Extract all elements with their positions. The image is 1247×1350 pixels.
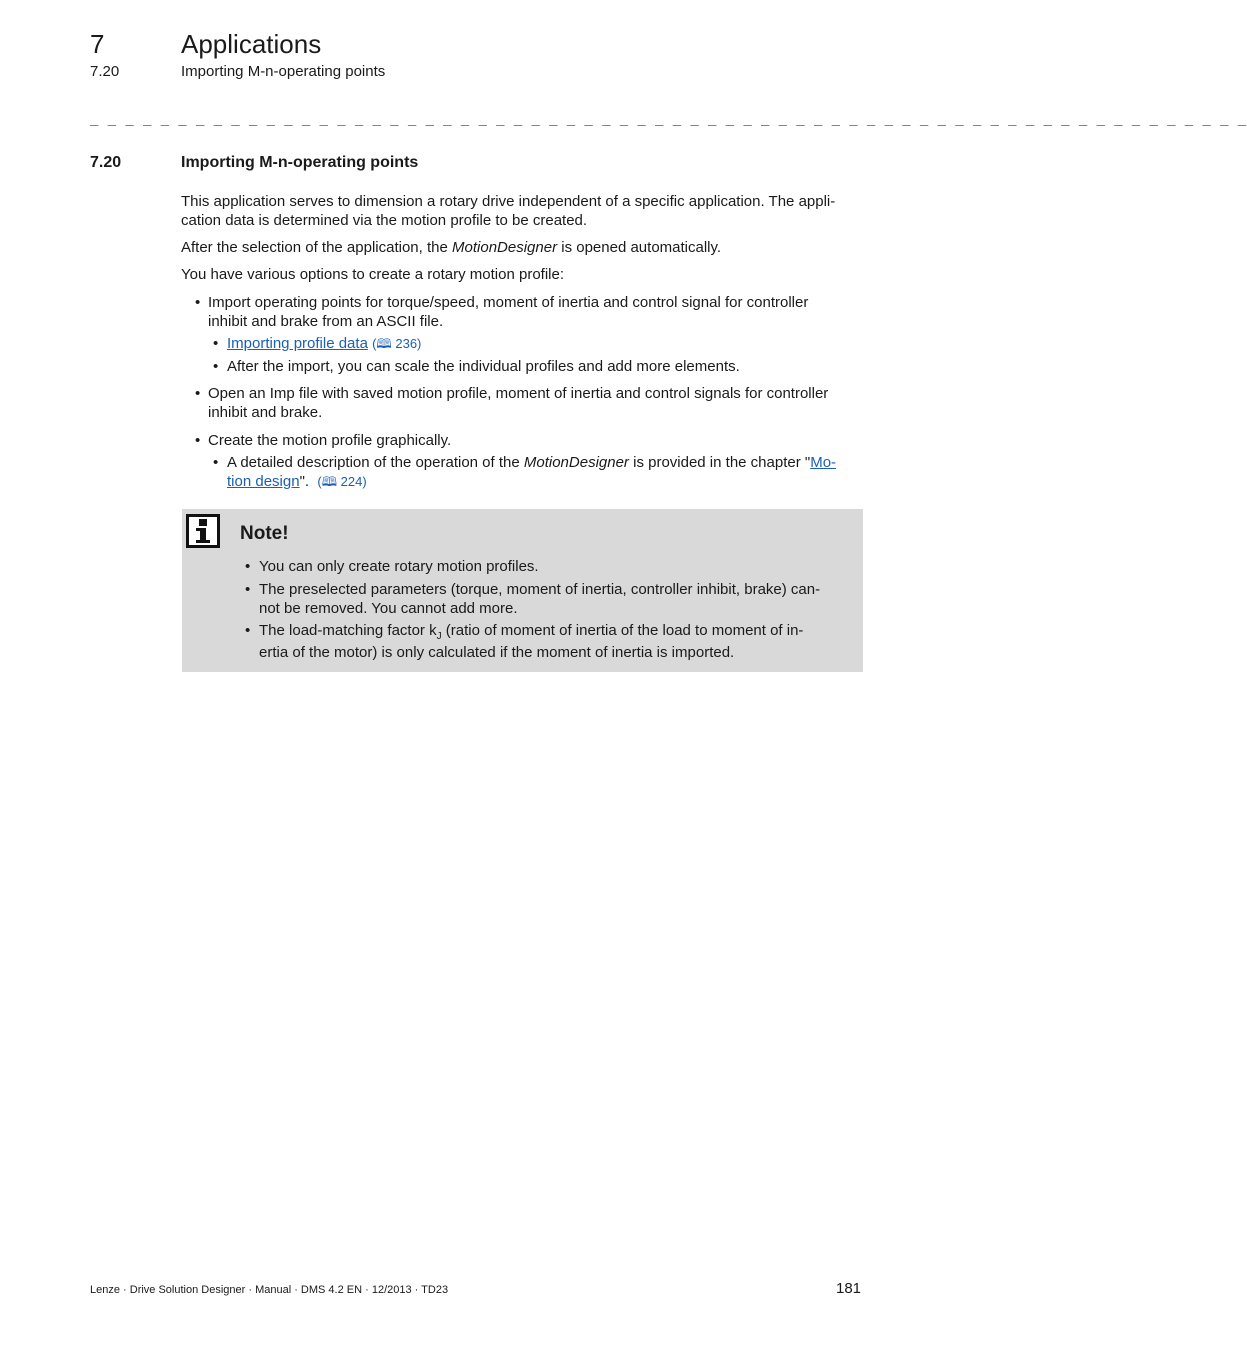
- bullet-dot: •: [195, 294, 201, 311]
- bullet-1-sub-2: After the import, you can scale the individual profiles and add more elements.: [227, 358, 740, 375]
- intro-paragraph-line-2: cation data is determined via the motion profile to be created.: [181, 212, 588, 229]
- bullet-dot: •: [195, 385, 201, 402]
- footer-text: Lenze · Drive Solution Designer · Manual · DMS 4.2 EN · 12/2013 · TD23: [90, 1284, 449, 1296]
- motion-design-link[interactable]: tion design: [227, 473, 300, 490]
- chapter-number: 7: [90, 29, 105, 59]
- bullet-dot: •: [195, 432, 201, 449]
- header-rule: _ _ _ _ _ _ _ _ _ _ _ _ _ _ _ _ _ _ _ _ _ _ _ _ _ _ _ _ _ _ _ _ _ _ _ _ _ _ _ _ _ _ _ _ _ _ _ _ _ _ _ _ _ _ _ _ _ _ _ _ _ _ _ _ _ _: [90, 110, 1247, 126]
- section-number: 7.20: [90, 154, 122, 171]
- motion-design-link[interactable]: Mo-: [810, 454, 837, 471]
- header-section-number: 7.20: [90, 63, 120, 80]
- note-item-1: You can only create rotary motion profiles.: [259, 558, 539, 575]
- note-item-2-line-1: The preselected parameters (torque, moment of inertia, controller inhibit, brake) can-: [259, 581, 821, 598]
- section-title: Importing M-n-operating points: [181, 154, 419, 171]
- intro-paragraph-line-1: This application serves to dimension a rotary drive independent of a specific application. The appli-: [181, 193, 836, 210]
- bullet-1-sub-1: [227, 334, 421, 353]
- note-item-3-line-1: The load-matching factor $k_J$ (ratio of moment of inertia of the load to moment of in-: [259, 622, 804, 642]
- info-icon: [186, 514, 220, 548]
- bullet-3: Create the motion profile graphically.: [208, 432, 452, 449]
- bullet-1-line-2: inhibit and brake from an ASCII file.: [208, 313, 444, 330]
- chapter-title: Applications: [181, 29, 322, 59]
- bullet-dot: •: [213, 358, 219, 375]
- bullet-2-line-1: Open an Imp file with saved motion profile, moment of inertia and control signals for controller: [208, 385, 829, 402]
- bullet-dot: •: [245, 622, 251, 639]
- note-item-2-line-2: not be removed. You cannot add more.: [259, 600, 518, 617]
- bullet-dot: •: [213, 454, 219, 471]
- bullet-dot: •: [213, 335, 219, 352]
- bullet-3-sub-1-line-2: tion design". (🕮 224): [227, 473, 367, 490]
- bullet-dot: •: [245, 581, 251, 598]
- bullet-dot: •: [245, 558, 251, 575]
- header-section-title: Importing M-n-operating points: [181, 63, 386, 80]
- after-selection-paragraph: After the selection of the application, the MotionDesigner is opened automatically.: [181, 239, 722, 256]
- importing-profile-data-link[interactable]: Importing profile data: [227, 335, 368, 352]
- note-title: Note!: [240, 523, 289, 544]
- page-reference[interactable]: (🕮 236): [372, 336, 422, 351]
- bullet-3-sub-1-line-1: A detailed description of the operation of the MotionDesigner is provided in the chapter "Mo-: [227, 454, 837, 471]
- bullet-2-line-2: inhibit and brake.: [208, 404, 323, 421]
- bullet-1-line-1: Import operating points for torque/speed, moment of inertia and control signal for controller: [208, 294, 809, 311]
- page-reference[interactable]: (🕮 224): [317, 474, 367, 489]
- note-item-3-line-2: ertia of the motor) is only calculated if the moment of inertia is imported.: [259, 644, 735, 661]
- options-paragraph: You have various options to create a rotary motion profile:: [181, 266, 564, 283]
- page-number: 181: [836, 1280, 862, 1297]
